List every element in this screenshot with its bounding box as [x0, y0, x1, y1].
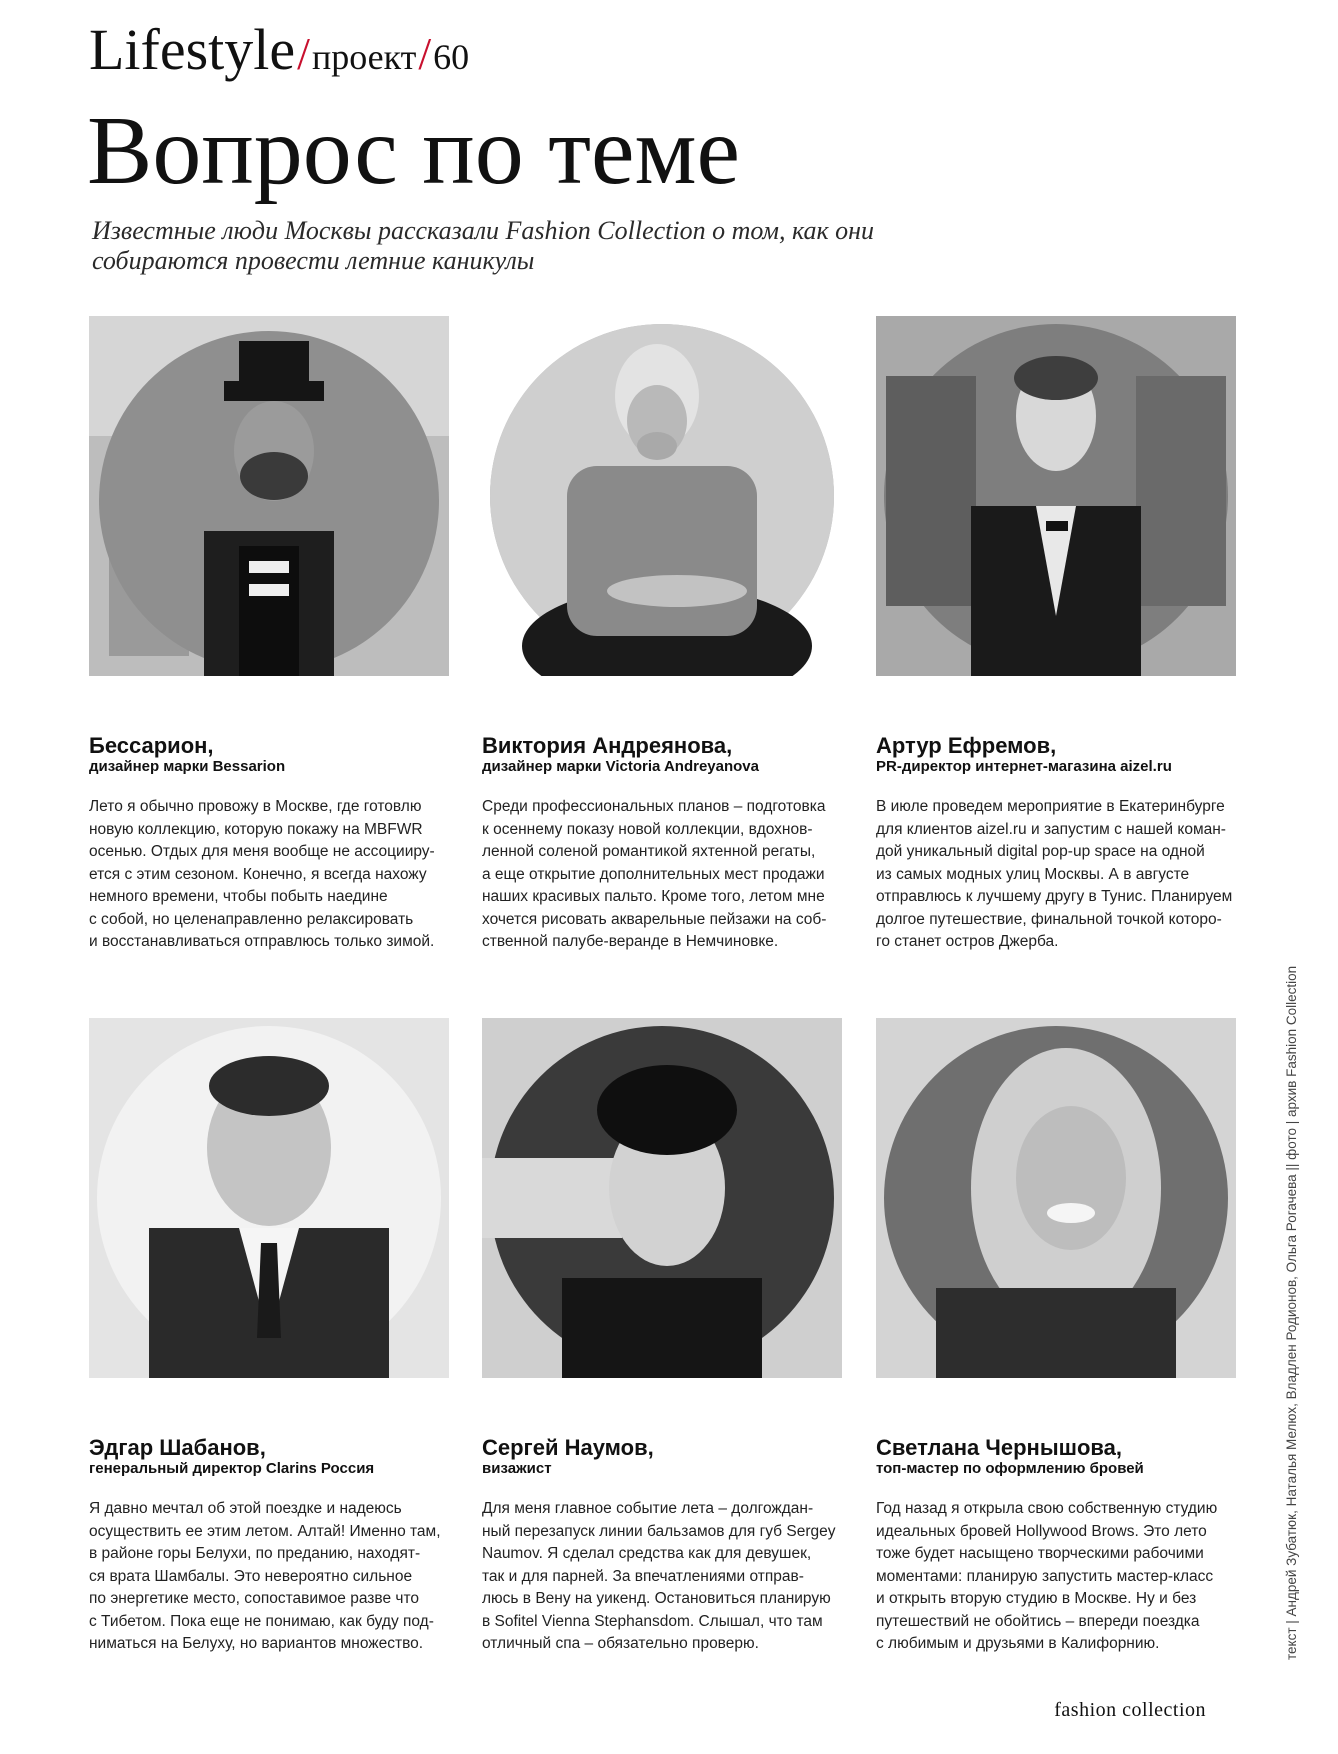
photo-credits: текст | Андрей Зубатюк, Наталья Мелюх, Владлен Родионов, Ольга Рогачева || фото | архив Fashion Collection: [1284, 965, 1299, 1660]
subsection-name: проект: [311, 37, 417, 77]
person-name: Сергей Наумов,: [482, 1435, 654, 1460]
person-role: топ-мастер по оформлению бровей: [876, 1460, 1144, 1477]
person-card-bessarion: [89, 734, 459, 954]
person-card-chernyshova: [876, 1436, 1246, 1656]
person-card-shabanov: [89, 1436, 459, 1656]
page-number: 60: [433, 37, 470, 77]
person-quote: Среди профессиональных планов – подготовка к осеннему показу новой коллекции, вдохнов- ленной соленой романтикой яхтенной регаты, а еще открытие дополнительных мест продажи наших красивых пальто. Кроме того, летом мне хочется рисовать акварельные пейзажи на соб- ственной палубе-веранде в Немчиновке.: [482, 798, 827, 950]
person-quote: Для меня главное событие лета – долгождан- ный перезапуск линии бальзамов для губ Sergey Naumov. Я сделал средства как для девушек, так и для парней. За впечатлениями отправ- люсь в Вену на уикенд. Остановиться планирую в Sofitel Vienna Stephansdom. Слышал, что там отличный спа – обязательно проверю.: [482, 1500, 836, 1652]
article-title: Вопрос по теме: [87, 97, 741, 205]
person-quote: В июле проведем мероприятие в Екатеринбурге для клиентов aizel.ru и запустим с нашей коман- дой уникальный digital pop-up space на одной из самых модных улиц Москвы. А в августе отправлюсь к лучшему другу в Тунис. Планируем долгое путешествие, финальной точкой которо- го станет остров Джерба.: [876, 798, 1233, 950]
section-header: [89, 18, 469, 89]
person-card-efremov: [876, 734, 1246, 954]
person-name: Светлана Чернышова,: [876, 1435, 1122, 1460]
person-role: генеральный директор Clarins Россия: [89, 1460, 375, 1477]
separator: /: [418, 28, 432, 79]
separator: /: [297, 28, 310, 79]
portrait-photo-efremov: [876, 316, 1236, 676]
person-quote: Я давно мечтал об этой поездке и надеюсь осуществить ее этим летом. Алтай! Именно там, в районе горы Белухи, по преданию, находят- ся врата Шамбалы. Это невероятно сильное по энергетике место, сопоставимое разве что с Тибетом. Пока еще не понимаю, как буду под- ниматься на Белуху, но вариантов множество.: [89, 1500, 441, 1652]
person-name: Виктория Андреянова,: [482, 733, 733, 758]
magazine-brand: fashion collection: [1054, 1699, 1206, 1721]
portrait-photo-bessarion: [89, 316, 449, 676]
person-role: визажист: [482, 1460, 552, 1477]
portrait-photo-chernyshova: [876, 1018, 1236, 1378]
person-role: PR-директор интернет-магазина aizel.ru: [876, 758, 1172, 775]
person-role: дизайнер марки Bessarion: [89, 758, 286, 775]
article-lede: Известные люди Москвы рассказали Fashion Collection о том, как они собираются провести летние каникулы: [92, 216, 875, 275]
section-name: Lifestyle: [89, 17, 296, 82]
portrait-photo-shabanov: [89, 1018, 449, 1378]
person-name: Бессарион,: [89, 733, 214, 758]
person-card-naumov: [482, 1436, 852, 1656]
portrait-photo-naumov: [482, 1018, 842, 1378]
portrait-photo-andreyanova: [482, 316, 842, 676]
person-name: Эдгар Шабанов,: [89, 1435, 266, 1460]
person-quote: Лето я обычно провожу в Москве, где готовлю новую коллекцию, которую покажу на MBFWR осенью. Отдых для меня вообще не ассоцииру- ется с этим сезоном. Конечно, я всегда нахожу немного времени, чтобы побыть наедине с собой, но целенаправленно релаксировать и восстанавливаться отправлюсь только зимой.: [89, 798, 435, 950]
person-role: дизайнер марки Victoria Andreyanova: [482, 758, 759, 775]
person-card-andreyanova: [482, 734, 852, 954]
person-quote: Год назад я открыла свою собственную студию идеальных бровей Hollywood Brows. Это лето тоже будет насыщено творческими рабочими моментами: планирую запустить мастер-класс и открыть вторую студию в Москве. Ну и без путешествий не обойтись – впереди поездка с любимым и друзьями в Калифорнию.: [876, 1500, 1218, 1652]
person-name: Артур Ефремов,: [876, 733, 1057, 758]
